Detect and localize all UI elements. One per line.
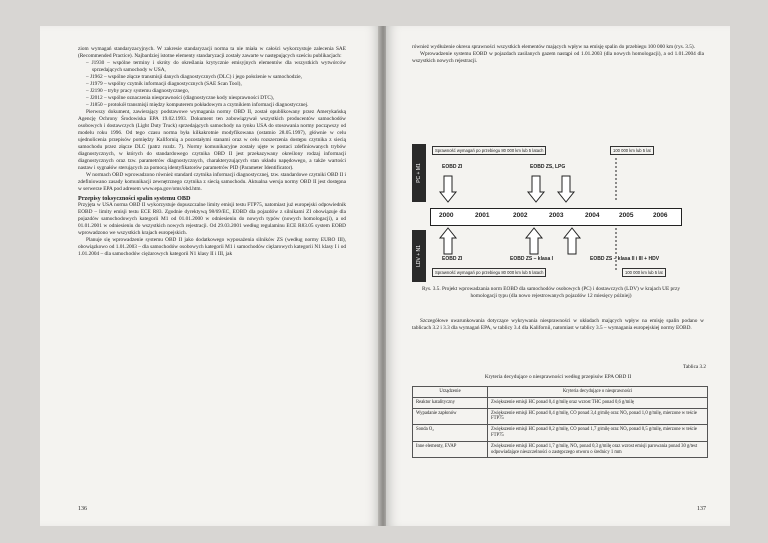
table-cell: Inne elementy, EVAP bbox=[413, 441, 488, 458]
year-label: 2002 bbox=[513, 212, 528, 219]
arrow-up-icon bbox=[564, 228, 580, 254]
year-label: 2004 bbox=[585, 212, 600, 219]
year-label: 2006 bbox=[653, 212, 668, 219]
left-paragraph: Planuje się wprowadzenie systemu OBD II jako dodatkowego wyposażenia silników ZS (według normy EURO III), obowiązkowo od 1.01.2003 – dla samochodów osobowych kategorii M1 i samochodów ciężarowych kategorii N1 klasy I i od 1.01.2004 – dla samochodów ciężarowych kategorii N1 klasy II i III, jak bbox=[78, 237, 346, 257]
list-item: – J1930 – wspólne terminy i skróty do określania krytycznie emisyjnych elementów dla wszystkich wytwórców sprzedających samochody w USA, bbox=[86, 60, 346, 73]
list-item: – J2190 – tryby pracy systemu diagnostycznego, bbox=[86, 88, 190, 94]
list-item: – J2012 – wspólne oznaczenia niesprawności (diagnostyczne kody niesprawności DTC), bbox=[86, 95, 274, 101]
eobd-zi-label: EOBD ZI bbox=[442, 164, 463, 170]
table-cell: Wypadanie zapłonów bbox=[413, 408, 488, 425]
table-row bbox=[413, 408, 708, 425]
table-row bbox=[413, 441, 708, 458]
eobd-timeline-diagram bbox=[412, 144, 704, 282]
year-timeline bbox=[430, 208, 682, 226]
book-spread bbox=[40, 26, 730, 526]
table-row bbox=[413, 425, 708, 442]
right-paragraph: Wprowadzenie systemu EOBD w pojazdach zasilanych gazem nastąpi od 1.01.2003 (dla nowych homologacji), a od 1.01.2004 dla wszystkich nowych rejestracji. bbox=[412, 51, 704, 64]
page-number: 137 bbox=[697, 506, 706, 512]
table-cell: Zwiększenie emisji HC ponad 0,4 g/milę oraz wzrost THC ponad 0,6 g/milę bbox=[488, 397, 708, 408]
ldv-category-bar: LDV + N1 bbox=[412, 230, 426, 282]
year-label: 2005 bbox=[619, 212, 634, 219]
right-page bbox=[386, 26, 730, 526]
left-page bbox=[40, 26, 380, 526]
bottom-mileage-note-extended: 100 000 km lub 5 lat bbox=[622, 268, 666, 277]
criteria-table bbox=[412, 386, 708, 458]
bottom-eobd-zi-label: EOBD ZI bbox=[442, 256, 463, 262]
table-row bbox=[413, 397, 708, 408]
list-item: – J1979 – wspólny czytnik informacji diagnostycznych (SAE Scan Tool), bbox=[86, 81, 242, 87]
table-header-cell: Urządzenie bbox=[413, 387, 488, 398]
right-paragraph: również wydłużenie okresu sprawności wszystkich elementów mających wpływ na emisję spalin do przebiegu 100 000 km (rys. 3.5). bbox=[412, 44, 696, 50]
arrow-down-icon bbox=[558, 176, 574, 202]
sae-publications-list bbox=[78, 60, 346, 109]
pc-category-bar: PC + M1 bbox=[412, 144, 426, 202]
table-cell: Reaktor katalityczny bbox=[413, 397, 488, 408]
year-label: 2001 bbox=[475, 212, 490, 219]
left-paragraph: Przyjęta w USA norma OBD II wykorzystuje dopuszczalne limity emisji testu FTP75, natomiast już europejski odpowiednik EOBD – limity emisji testu ECE R83. Zgodnie dyrektywą 98/69/EC, EOBD dla pojazdów z silnikami ZI obowiązuje dla pojazdów samochodowych kategorii M1 od 01.01.2000 w odniesieniu do nowych typów (nowych homologacji), a od 01.01.2001 w odniesieniu do wszystkich nowych rejestracji. Od 29.03.2001 według regulaminu ECE R83.05 system EOBD wprowadzono we wszystkich krajach europejskich. bbox=[78, 202, 346, 236]
table-cell: Zwiększenie emisji HC ponad 1,7 g/milę, NOₓ ponad 0,3 g/milę oraz wzrost emisji parowania ponad 30 g/test odpowiadające nieszczelności o zastępczego otworu o średnicy 1 mm bbox=[488, 441, 708, 458]
left-paragraph: W normach OBD wprowadzono również standard czytnika informacji diagnostycznej, tzw. standardowe czytniki OBD II i zdefiniowano zasady komunikacji zewnętrznego czytnika z siecią samochodu. Aktualna wersja normy OBD II jest dostępna w serwerze EPA pod adresem www.epa.gov/oms/obd.htm. bbox=[78, 172, 346, 192]
section-heading: Przepisy toksyczności spalin systemu OBD bbox=[78, 195, 191, 202]
bottom-mileage-note: Sprawność wymagań po przebiegu 80 000 km lub 5 latach bbox=[432, 268, 546, 277]
bottom-eobd-zs-class1-label: EOBD ZS – klasa I bbox=[510, 256, 554, 262]
arrow-down-icon bbox=[440, 176, 456, 202]
left-text-column bbox=[78, 46, 346, 258]
table-title: Kryteria decydujące o niesprawności według przepisów EPA OBD II bbox=[484, 374, 632, 380]
right-text-top bbox=[412, 44, 704, 65]
right-paragraph: Szczegółowe uwarunkowania dotyczące wykrywania niesprawności w układach mających wpływ na emisję spalin podano w tablicach 3.2 i 3.3 dla wymagań EPA, w tablicy 3.4 dla Kalifornii, natomiast w tablicy 3.5 – wymagania europejskiej normy EOBD. bbox=[412, 318, 704, 331]
table-cell: Sonda O₂ bbox=[413, 425, 488, 442]
arrow-up-icon bbox=[526, 228, 542, 254]
top-mileage-note-extended: 100 000 km lub 5 lat bbox=[610, 146, 654, 155]
figure-caption: Rys. 3.5. Projekt wprowadzania norm EOBD dla samochodów osobowych (PC) i dostawczych (LDV) w krajach UE przy homologacji typu (dla nowo rejestrowanych pojazdów 12 miesięcy później) bbox=[422, 286, 680, 299]
arrow-down-icon bbox=[528, 176, 544, 202]
arrow-up-icon bbox=[440, 228, 456, 254]
left-paragraph: Pierwszy dokument, zawierający podstawowe wymagania normy OBD II, został opublikowany przez Amerykańską Agencję Ochrony Środowiska EPA 19.02.1993. Dokument ten zobowiązywał wszystkich producentów samochodów osobowych i dostawczych (Light Duty Truck) sprzedających samochody na rynku USA do stosowania normy począwszy od modelu roku 1996. Od tego czasu norma była kilkakrotnie modyfikowana (ostatnio 28.05.1997), głównie w celu ujednolicenia przepisów pomiędzy Kalifornią a pozostałymi stanami oraz w celu rozszerzenia dostępu czytnika z siecią samochodu przez złącze DLC (patrz rozdz. 7). Normy komunikacyjne zostały ujęte w postaci zdefiniowanych trybów diagnostycznych, w których do standardowego czytnika OBD II jest przekazywany określony rodzaj informacji diagnostycznych oraz tzw. parametrów diagnostycznych, charakteryzujących stan układu napędowego, a także wartości nastaw i sygnałów sterujących za pomocą identyfikatorów parametrów PID (Parameter Identificator). bbox=[78, 109, 346, 171]
table-header-cell: Kryteria decydujące o niesprawności bbox=[488, 387, 708, 398]
table-cell: Zwiększenie emisji HC ponad 0,4 g/milę, CO ponad 3,4 g/milę oraz NOₓ ponad 1,0 g/milę, mierzone w teście FTP75 bbox=[488, 408, 708, 425]
list-item: – J1962 – wspólne złącze transmisji danych diagnostycznych (DLC) i jego położenie w samochodzie, bbox=[86, 74, 302, 80]
table-number: Tablica 3.2 bbox=[683, 364, 706, 370]
year-label: 2000 bbox=[439, 212, 454, 219]
table-cell: Zwiększenie emisji HC ponad 0,2 g/milę, CO ponad 1,7 g/milę oraz NOₓ ponad 0,5 g/milę, mierzone w teście FTP75 bbox=[488, 425, 708, 442]
bottom-eobd-zs-class23-label: EOBD ZS – klasa II i III + HDV bbox=[590, 256, 660, 262]
left-intro: ziom wymagań standaryzacyjnych. W zakresie standaryzacji norma ta nie miała w całości wykorzystuje zalecenia SAE (Recommended Practice). Najbardziej istotne elementy standaryzacji zostały zawarte w następujących sześciu publikacjach: bbox=[78, 46, 346, 59]
page-number: 136 bbox=[78, 506, 87, 512]
list-item: – J1850 – protokół transmisji między komputerem pokładowym a czytnikiem informacji diagnostycznej. bbox=[86, 102, 309, 108]
year-label: 2003 bbox=[549, 212, 564, 219]
top-mileage-note: Sprawność wymagań po przebiegu 80 000 km lub 5 latach bbox=[432, 146, 546, 155]
right-text-middle bbox=[412, 318, 704, 332]
table-header-row bbox=[413, 387, 708, 398]
eobd-zs-lpg-label: EOBD ZS, LPG bbox=[530, 164, 566, 170]
